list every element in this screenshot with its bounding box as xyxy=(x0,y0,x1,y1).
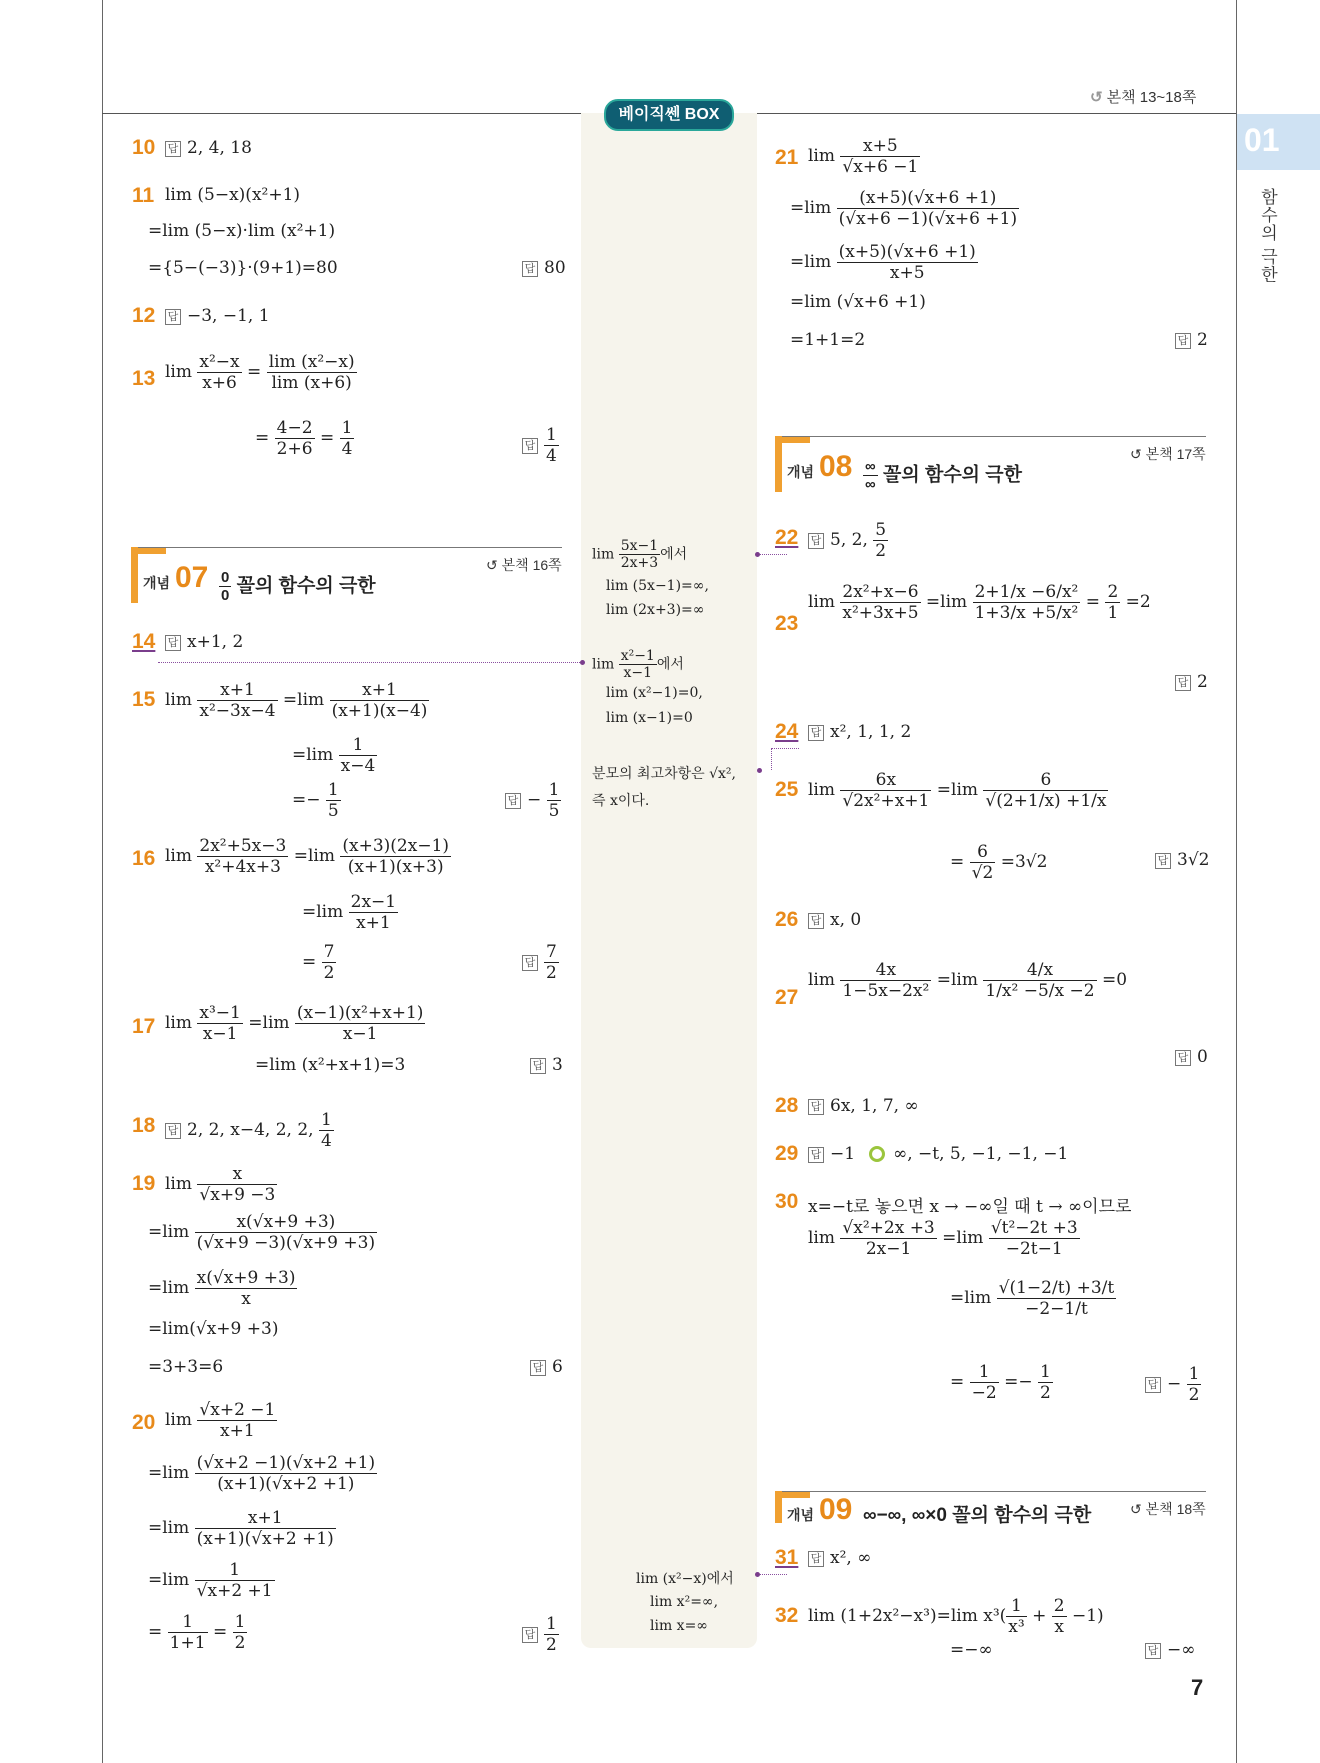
problem-number: 15 xyxy=(132,688,156,711)
concept-07-header xyxy=(131,547,562,603)
concept-rule xyxy=(138,547,562,548)
problem-number: 29 xyxy=(775,1142,799,1165)
answer-label: 답 xyxy=(1145,1377,1161,1393)
solution-text: x=−t로 놓으면 x → −∞일 때 t → ∞이므로 xyxy=(808,1197,1132,1217)
answer-label: 답 xyxy=(808,1551,824,1567)
answer-numerator: 7 xyxy=(546,942,557,962)
solution-line: lim $\frac{6x}{\text{√2x²+x+1}}$ =lim $\frac{6}{√(2+1/x) +1/x}$ xyxy=(808,770,1107,811)
problem-number: 28 xyxy=(775,1094,799,1117)
answer-text: 6 xyxy=(552,1357,563,1377)
box-note-2: lim $\frac{\text{x²−1}}{x-1}$ 에서 xyxy=(592,648,684,681)
answer-18: 답 2, 2, x−4, 2, 2, $\frac{1}{4}$ xyxy=(165,1110,334,1151)
answer-label: 답 xyxy=(1145,1643,1161,1659)
problem-number: 32 xyxy=(775,1604,799,1627)
answer-30: 답 − $\frac{1}{2}$ xyxy=(1145,1364,1201,1405)
answer-label: 답 xyxy=(808,913,824,929)
problem-number: 25 xyxy=(775,778,799,801)
problem-number: 18 xyxy=(132,1114,156,1137)
answer-text: 6x, 1, 7, ∞ xyxy=(830,1096,919,1116)
leader-dots xyxy=(158,662,582,663)
concept-label: 개념 xyxy=(143,575,171,591)
solution-line: lim $\frac{\text{x³−1}}{x-1}$ =lim $\frac{\text{(x−1)(x²+x+1)}}{x-1}$ xyxy=(165,1003,424,1044)
problem-number: 22 xyxy=(775,526,799,549)
solution-line: =lim $\frac{1}{√x+2 +1}$ xyxy=(148,1560,273,1601)
solution-line: =lim (5−x)·lim (x²+1) xyxy=(148,221,336,241)
problem-number: 17 xyxy=(132,1015,156,1038)
answer-10 xyxy=(165,138,252,158)
solution-line: lim $\frac{\text{x²−x}}{x+6}$ = $\frac{\text{lim (x²−x)}}{\lim (x+6)}$ xyxy=(165,352,355,393)
answer-text: −1 xyxy=(830,1144,856,1164)
concept-frac-den: 0 xyxy=(221,587,230,604)
solution-line: lim $\frac{x}{√x+9 -3}$ xyxy=(165,1164,276,1205)
answer-label: 답 xyxy=(522,261,538,277)
leader-dot xyxy=(757,768,762,773)
left-margin-line xyxy=(102,0,103,1763)
problem-number: 10 xyxy=(132,136,156,159)
solution-line: =lim $\frac{x+1}{(x+1)(√x+2 +1)}$ xyxy=(148,1508,334,1549)
concept-ref: ↺ 본책 18쪽 xyxy=(1130,1501,1206,1517)
leader-dot xyxy=(755,552,760,557)
answer-text: 2 xyxy=(1197,672,1208,692)
answer-text: 2 xyxy=(1197,330,1208,350)
problem-number: 31 xyxy=(775,1546,799,1569)
answer-17 xyxy=(530,1055,563,1075)
answer-text: x, 0 xyxy=(830,910,862,930)
concept-number: 08 xyxy=(819,450,853,483)
answer-text: 2, 4, 18 xyxy=(187,138,252,158)
solution-line: =lim $\frac{(x+5)(√x+6 +1)}{(√x+6 -1)(√x+6 +1)}$ xyxy=(790,188,1018,229)
concept-ref-text: 본책 17쪽 xyxy=(1145,446,1206,462)
problem-number: 12 xyxy=(132,304,156,327)
box-note-3b: 즉 x이다. xyxy=(592,793,650,809)
leader-dots xyxy=(771,748,772,770)
problem-number: 19 xyxy=(132,1172,156,1195)
box-note-2a: lim (x²−1)=0, xyxy=(606,685,703,701)
answer-label: 답 xyxy=(808,533,824,549)
page-reference xyxy=(1090,86,1196,107)
answer-label: 답 xyxy=(165,309,181,325)
concept-bar xyxy=(775,436,782,492)
answer-27 xyxy=(1175,1047,1208,1067)
chapter-number: 01 xyxy=(1244,122,1280,158)
answer-12 xyxy=(165,306,270,326)
basic-box-column xyxy=(581,113,757,1648)
answer-text: 0 xyxy=(1197,1047,1208,1067)
solution-line: lim $\frac{\text{2x²+x−6}}{\text{x²+3x+5}}$ =lim $\frac{\text{2+1/x −6/x²}}{\text{1+3/x +5/x²}}$ = $\frac{2}{1}$ =2 xyxy=(808,582,1151,623)
answer-21 xyxy=(1175,330,1208,350)
concept-title: ∞−∞, ∞×0 꼴의 함수의 극한 xyxy=(863,1505,1092,1526)
leader-dot xyxy=(580,660,585,665)
solution-line: = $\frac{7}{2}$ xyxy=(302,942,335,983)
concept-ref: ↺ 본책 16쪽 xyxy=(486,557,562,573)
answer-label: 답 xyxy=(522,955,538,971)
concept-number: 09 xyxy=(819,1493,853,1526)
solution-line: =lim(√x+9 +3) xyxy=(148,1319,279,1339)
leader-dot xyxy=(755,1572,760,1577)
answer-label: 답 xyxy=(1175,675,1191,691)
target-icon xyxy=(869,1146,885,1162)
concept-title xyxy=(219,569,376,604)
box-note-2b: lim (x−1)=0 xyxy=(606,710,693,726)
concept-title-text: 꼴의 함수의 극한 xyxy=(882,464,1023,486)
solution-line: =lim $\frac{x(√x+9 +3)}{x}$ xyxy=(148,1268,296,1309)
box-note-3a: 분모의 최고차항은 √x², xyxy=(592,766,736,782)
answer-16 xyxy=(522,942,559,983)
answer-13 xyxy=(522,425,559,466)
answer-22: 답 5, 2, $\frac{5}{2}$ xyxy=(808,520,888,561)
solution-line: =1+1=2 xyxy=(790,330,866,350)
answer-denominator: 2 xyxy=(546,963,557,983)
chapter-title: 함수의 극한 xyxy=(1258,188,1277,284)
answer-text: 3 xyxy=(552,1055,563,1075)
answer-label: 답 xyxy=(530,1058,546,1074)
box-note-4c: lim x=∞ xyxy=(650,1618,708,1634)
problem-number: 14 xyxy=(132,630,156,653)
answer-28 xyxy=(808,1096,919,1116)
answer-25 xyxy=(1155,850,1209,870)
solution-line: lim $\frac{x+5}{√x+6 -1}$ xyxy=(808,136,919,177)
right-margin-line xyxy=(1236,0,1237,1763)
solution-line: =lim $\frac{2x-1}{x+1}$ xyxy=(302,892,397,933)
answer-text: ∞, −t, 5, −1, −1, −1 xyxy=(893,1144,1069,1164)
concept-number: 07 xyxy=(175,561,209,594)
concept-ref-text: 본책 16쪽 xyxy=(501,557,562,573)
answer-numerator: 1 xyxy=(546,425,557,445)
answer-20 xyxy=(522,1614,559,1655)
answer-text: − xyxy=(527,790,542,810)
answer-label: 답 xyxy=(522,1627,538,1643)
solution-line: lim $\frac{x+1}{\text{x²−3x−4}}$ =lim $\frac{x+1}{(x+1)(x-4)}$ xyxy=(165,680,428,721)
concept-rule xyxy=(782,1491,1206,1492)
problem-number: 27 xyxy=(775,986,799,1009)
problem-number: 30 xyxy=(775,1190,799,1213)
concept-frac-den: ∞ xyxy=(865,476,876,493)
concept-bar xyxy=(775,436,810,443)
answer-label: 답 xyxy=(808,1147,824,1163)
answer-label: 답 xyxy=(808,725,824,741)
concept-09-header xyxy=(775,1491,1206,1547)
answer-label: 답 xyxy=(165,141,181,157)
answer-text: − xyxy=(1167,1374,1182,1394)
answer-text: x², ∞ xyxy=(830,1548,872,1568)
concept-bar xyxy=(131,547,138,603)
solution-line: ={5−(−3)}·(9+1)=80 xyxy=(148,258,338,278)
solution-line: =lim (x²+x+1)=3 xyxy=(255,1055,406,1075)
concept-label: 개념 xyxy=(787,1507,815,1523)
answer-26 xyxy=(808,910,861,930)
solution-line: =−∞ xyxy=(950,1640,993,1660)
box-note-1a: lim (5x−1)=∞, xyxy=(606,578,709,594)
answer-text: x², 1, 1, 2 xyxy=(830,722,912,742)
solution-line: lim $\frac{4x}{\text{1−5x−2x²}}$ =lim $\frac{4/x}{\text{1/x² −5/x −2}}$ =0 xyxy=(808,960,1128,1001)
concept-frac-num: ∞ xyxy=(865,458,876,475)
box-note-4b: lim x²=∞, xyxy=(650,1594,719,1610)
concept-bar xyxy=(775,1491,810,1498)
answer-denominator: 4 xyxy=(546,446,557,466)
answer-label: 답 xyxy=(1175,1050,1191,1066)
concept-frac-num: 0 xyxy=(221,569,230,586)
answer-15: 답 − $\frac{1}{5}$ xyxy=(505,780,561,821)
answer-29 xyxy=(808,1144,1068,1164)
solution-line: = $\frac{4-2}{2+6}$ = $\frac{1}{4}$ xyxy=(255,418,353,459)
page-reference-text: 본책 13~18쪽 xyxy=(1106,89,1197,106)
page-number: 7 xyxy=(1191,1675,1204,1700)
problem-number: 13 xyxy=(132,367,156,390)
box-note-1: lim $\frac{5x-1}{2x+3}$ 에서 xyxy=(592,538,688,571)
problem-number: 11 xyxy=(132,184,155,207)
concept-title xyxy=(863,458,1022,493)
answer-32 xyxy=(1145,1640,1195,1660)
answer-label: 답 xyxy=(808,1099,824,1115)
answer-label: 답 xyxy=(165,635,181,651)
book-ref-icon: ↺ xyxy=(1090,89,1103,106)
answer-31 xyxy=(808,1548,871,1568)
answer-24 xyxy=(808,722,911,742)
basic-box-badge: 베이직쎈 BOX xyxy=(604,99,734,131)
box-note-4a: lim (x²−x)에서 xyxy=(636,1571,734,1587)
concept-08-header xyxy=(775,436,1206,492)
answer-text: −∞ xyxy=(1167,1640,1196,1660)
answer-text: −3, −1, 1 xyxy=(187,306,270,326)
answer-text: x+1, 2 xyxy=(187,632,244,652)
problem-number: 23 xyxy=(775,612,799,635)
answer-11 xyxy=(522,258,566,278)
solution-line: =lim $\frac{√(1-2/t) +3/t}{-2-1/t}$ xyxy=(950,1278,1115,1319)
problem-number: 26 xyxy=(775,908,799,931)
leader-dots xyxy=(771,748,799,749)
answer-text: 5, 2, xyxy=(830,530,868,550)
problem-number: 24 xyxy=(775,720,799,743)
concept-rule xyxy=(782,436,1206,437)
concept-label: 개념 xyxy=(787,464,815,480)
concept-bar xyxy=(131,547,166,554)
solution-line: lim $\frac{\text{2x²+5x−3}}{\text{x²+4x+3}}$ =lim $\frac{(x+3)(2x-1)}{(x+1)(x+3)}$ xyxy=(165,836,450,877)
solution-line: =lim $\frac{(x+5)(√x+6 +1)}{x+5}$ xyxy=(790,242,976,283)
answer-23 xyxy=(1175,672,1208,692)
leader-dots xyxy=(757,1574,787,1575)
answer-label: 답 xyxy=(1155,853,1171,869)
solution-line: = $\frac{1}{1+1}$ = $\frac{1}{2}$ xyxy=(148,1612,246,1653)
answer-19 xyxy=(530,1357,563,1377)
answer-label: 답 xyxy=(522,438,538,454)
concept-ref-text: 본책 18쪽 xyxy=(1145,1501,1206,1517)
box-note-1b: lim (2x+3)=∞ xyxy=(606,602,705,618)
leader-dots xyxy=(757,554,787,555)
solution-line: = $\frac{6}{√2}$ =3√2 xyxy=(950,842,1048,883)
concept-title-text: 꼴의 함수의 극한 xyxy=(236,575,376,597)
solution-line: lim (1+2x²−x³)=lim x³( $\frac{1}{\text{x³}}$ + $\frac{2}{x}$ −1) xyxy=(808,1596,1104,1637)
answer-text: 80 xyxy=(544,258,566,278)
problem-number: 20 xyxy=(132,1411,156,1434)
problem-number: 21 xyxy=(775,146,799,169)
solution-line: =lim $\frac{1}{x-4}$ xyxy=(292,735,376,776)
solution-line: =lim $\frac{x(√x+9 +3)}{(√x+9 -3)(√x+9 +3)}$ xyxy=(148,1212,376,1253)
solution-line: lim $\frac{\text{√x²+2x +3}}{2x-1}$ =lim $\frac{\text{√t²−2t +3}}{-2t-1}$ xyxy=(808,1218,1078,1259)
solution-line: =− $\frac{1}{5}$ xyxy=(292,780,339,821)
answer-numerator: 1 xyxy=(546,1614,557,1634)
answer-label: 답 xyxy=(1175,333,1191,349)
answer-label: 답 xyxy=(165,1123,181,1139)
answer-label: 답 xyxy=(505,793,521,809)
answer-text: 3√2 xyxy=(1177,850,1210,870)
concept-ref: ↺ 본책 17쪽 xyxy=(1130,446,1206,462)
answer-14 xyxy=(165,632,243,652)
note-text: 에서 xyxy=(656,655,684,672)
solution-line: = $\frac{1}{-2}$ =− $\frac{1}{2}$ xyxy=(950,1362,1051,1403)
solution-line: =lim $\frac{(√x+2 -1)(√x+2 +1)}{(x+1)(√x+2 +1)}$ xyxy=(148,1453,376,1494)
solution-line: lim $\frac{√x+2 -1}{x+1}$ xyxy=(165,1400,276,1441)
solution-line: lim (5−x)(x²+1) xyxy=(165,185,301,205)
answer-text: 2, 2, x−4, 2, 2, xyxy=(187,1120,314,1140)
solution-line: =3+3=6 xyxy=(148,1357,224,1377)
note-text: 에서 xyxy=(660,545,688,562)
answer-label: 답 xyxy=(530,1360,546,1376)
solution-line: =lim (√x+6 +1) xyxy=(790,292,926,312)
problem-number: 16 xyxy=(132,847,156,870)
answer-denominator: 2 xyxy=(546,1635,557,1655)
